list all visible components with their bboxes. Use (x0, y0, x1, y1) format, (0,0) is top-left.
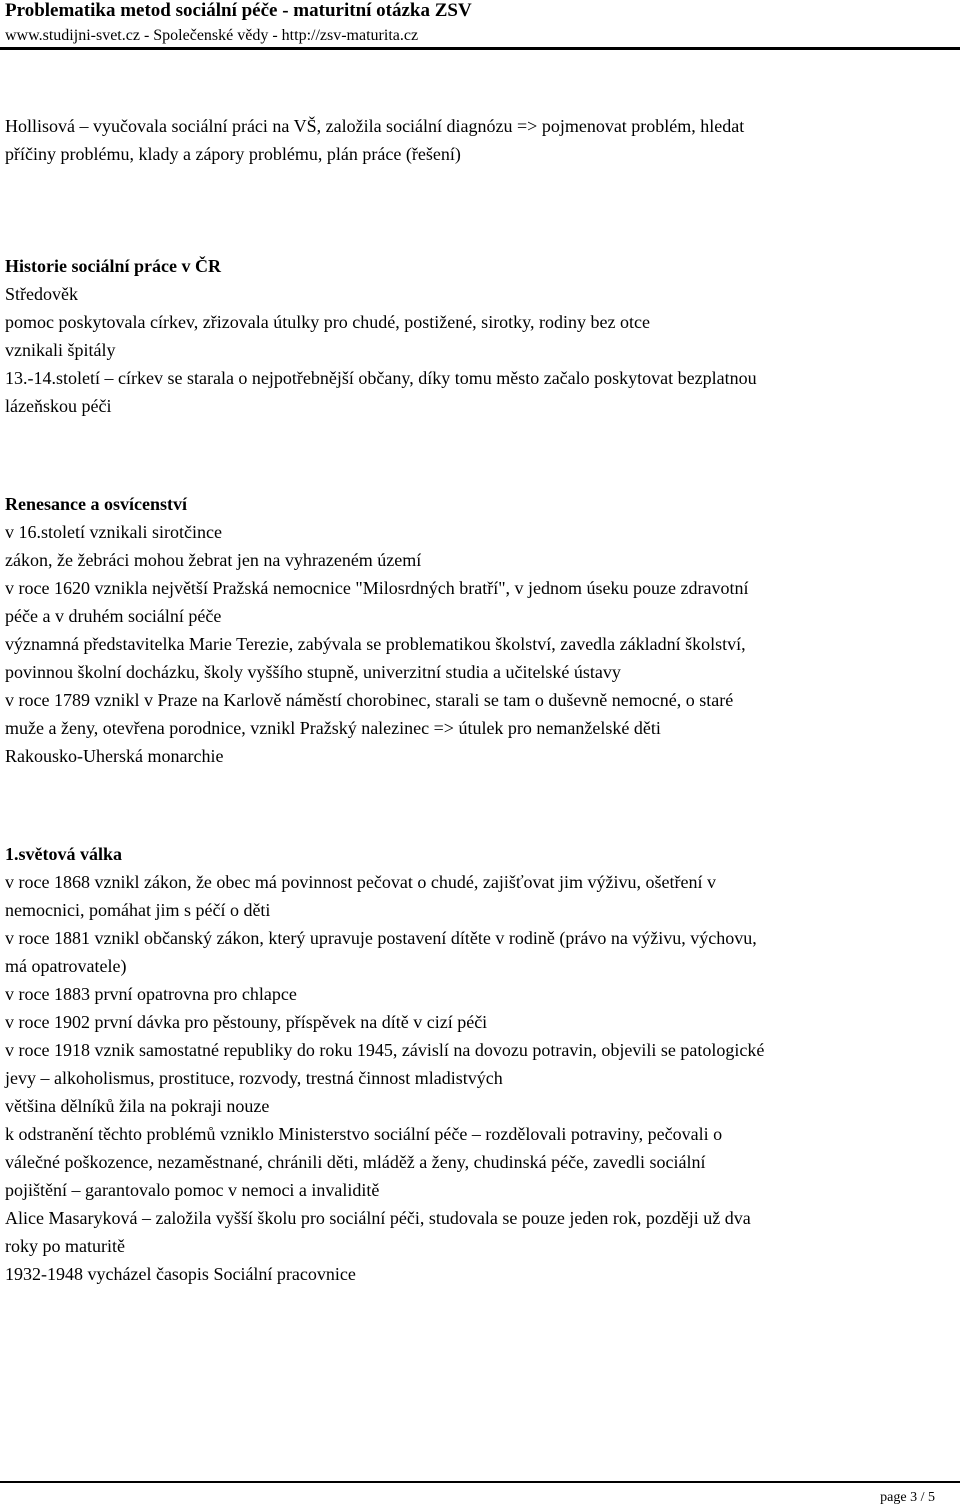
document-title: Problematika metod sociální péče - maturitní otázka ZSV (5, 0, 472, 21)
section-heading-historie: Historie sociální práce v ČR (5, 256, 221, 276)
section-heading-renesance: Renesance a osvícenství (5, 494, 187, 514)
body-line: k odstranění těchto problémů vzniklo Ministerstvo sociální péče – rozdělovali potraviny, pečovali o (5, 1124, 723, 1144)
body-line: roky po maturitě (5, 1236, 125, 1256)
footer-divider (0, 1481, 960, 1483)
body-line: v roce 1881 vznikl občanský zákon, který upravuje postavení dítěte v rodině (právo na výživu, výchovu, (5, 928, 757, 948)
spacer (5, 420, 955, 490)
spacer (5, 168, 955, 252)
body-line: vznikali špitály (5, 340, 116, 360)
body-line: válečné poškozence, nezaměstnané, chránili děti, mláděž a ženy, chudinská péče, zavedli sociální (5, 1152, 706, 1172)
body-line: Rakousko-Uherská monarchie (5, 746, 224, 766)
body-line: v roce 1789 vznikl v Praze na Karlově náměstí chorobinec, starali se tam o duševně nemocné, o staré (5, 690, 734, 710)
body-line: v roce 1883 první opatrovna pro chlapce (5, 984, 297, 1004)
page-number: page 3 / 5 (880, 1490, 935, 1505)
body-line: péče a v druhém sociální péče (5, 606, 222, 626)
body-line: v 16.století vznikali sirotčince (5, 522, 222, 542)
body-line: Středověk (5, 284, 78, 304)
body-line: nemocnici, pomáhat jim s péčí o děti (5, 900, 271, 920)
document-source: www.studijni-svet.cz - Společenské vědy - http://zsv-maturita.cz (5, 27, 419, 44)
body-line: jevy – alkoholismus, prostituce, rozvody, trestná činnost mladistvých (5, 1068, 503, 1088)
page-header (5, 0, 955, 46)
body-line: v roce 1620 vznikla největší Pražská nemocnice "Milosrdných bratří", v jednom úseku pouze zdravotní (5, 578, 749, 598)
body-line: v roce 1902 první dávka pro pěstouny, příspěvek na dítě v cizí péči (5, 1012, 488, 1032)
body-line: povinnou školní docházku, školy vyššího stupně, univerzitní studia a učitelské ústavy (5, 662, 621, 682)
body-line: pomoc poskytovala církev, zřizovala útulky pro chudé, postižené, sirotky, rodiny bez otce (5, 312, 650, 332)
body-line: většina dělníků žila na pokraji nouze (5, 1096, 270, 1116)
body-line: muže a ženy, otevřena porodnice, vznikl Pražský nalezinec => útulek pro nemanželské děti (5, 718, 661, 738)
body-line: v roce 1868 vznikl zákon, že obec má povinnost pečovat o chudé, zajišťovat jim výživu, ošetření v (5, 872, 716, 892)
body-line: lázeňskou péči (5, 396, 112, 416)
header-divider (0, 47, 960, 50)
body-line: 1932-1948 vycházel časopis Sociální pracovnice (5, 1264, 356, 1284)
spacer (5, 770, 955, 840)
body-line: v roce 1918 vznik samostatné republiky do roku 1945, závislí na dovozu potravin, objevili se patologické (5, 1040, 765, 1060)
section-heading-valka: 1.světová válka (5, 844, 122, 864)
body-line: má opatrovatele) (5, 956, 127, 976)
body-line: pojištění – garantovalo pomoc v nemoci a invaliditě (5, 1180, 380, 1200)
intro-line: příčiny problému, klady a zápory problému, plán práce (řešení) (5, 144, 461, 164)
body-line: zákon, že žebráci mohou žebrat jen na vyhrazeném území (5, 550, 422, 570)
body-line: významná představitelka Marie Terezie, zabývala se problematikou školství, zavedla základní školství, (5, 634, 746, 654)
intro-line: Hollisová – vyučovala sociální práci na VŠ, založila sociální diagnózu => pojmenovat problém, hledat (5, 116, 745, 136)
document-body (5, 112, 955, 1288)
body-line: Alice Masaryková – založila vyšší školu pro sociální péči, studovala se pouze jeden rok, později už dva (5, 1208, 751, 1228)
body-line: 13.-14.století – církev se starala o nejpotřebnější občany, díky tomu město začalo poskytovat bezplatnou (5, 368, 757, 388)
